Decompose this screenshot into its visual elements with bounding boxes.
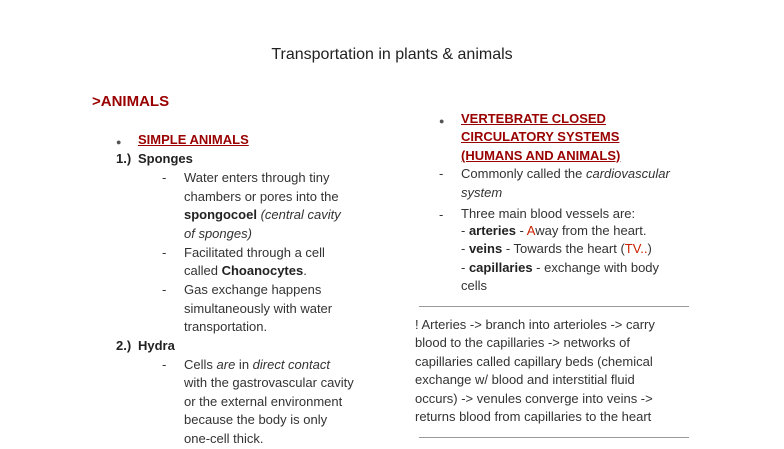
- dash-marker: -: [162, 245, 167, 260]
- note-line: blood to the capillaries -> networks of: [415, 335, 630, 350]
- text-line: transportation.: [184, 319, 268, 334]
- dash-marker: -: [162, 357, 167, 372]
- text-line-veins: [461, 240, 652, 259]
- bullet-icon: ●: [439, 116, 445, 126]
- term-capillaries: capillaries: [468, 260, 533, 275]
- term-veins: veins: [468, 241, 503, 256]
- note-line: ! Arteries -> branch into arterioles -> carry: [415, 317, 655, 332]
- text-line: Water enters through tiny: [184, 170, 330, 185]
- dash-marker: -: [162, 282, 167, 297]
- text-span: ): [647, 241, 652, 256]
- text-line-arteries: [461, 222, 647, 241]
- text-line: [184, 356, 330, 375]
- text-line: chambers or pores into the: [184, 189, 339, 204]
- text-span: in: [235, 357, 253, 372]
- dash-marker: -: [439, 207, 444, 222]
- text-italic: cardiovascular: [586, 166, 670, 181]
- heading-vertebrate-line-2: CIRCULATORY SYSTEMS: [461, 129, 620, 144]
- text-italic: direct contact: [252, 357, 330, 372]
- text-line: because the body is only: [184, 412, 328, 427]
- text-italic: of sponges): [184, 226, 252, 241]
- note-line: exchange w/ blood and interstitial fluid: [415, 372, 635, 387]
- list-number-hydra: 2.): [116, 338, 132, 353]
- text-span: - exchange with body: [532, 260, 660, 275]
- subheading-hydra: Hydra: [138, 338, 175, 353]
- text-line: with the gastrovascular cavity: [184, 375, 354, 390]
- text-span: -: [461, 223, 469, 238]
- text-line: simultaneously with water: [184, 301, 333, 316]
- text-span: called: [184, 263, 222, 278]
- text-line: Gas exchange happens: [184, 282, 322, 297]
- text-line: [184, 262, 307, 281]
- note-line: returns blood from capillaries to the heart: [415, 409, 652, 424]
- term-arteries: arteries: [468, 223, 516, 238]
- text-line: [184, 206, 341, 225]
- note-line: capillaries called capillary beds (chemical: [415, 354, 653, 369]
- text-span: .: [303, 263, 307, 278]
- text-span: -: [515, 223, 527, 238]
- heading-vertebrate-line-3: (HUMANS AND ANIMALS): [461, 148, 621, 163]
- text-line-capillaries: [461, 259, 659, 278]
- text-line: or the external environment: [184, 394, 343, 409]
- list-number-sponges: 1.): [116, 151, 132, 166]
- bullet-icon: ●: [116, 137, 122, 147]
- divider-top: [419, 306, 689, 307]
- heading-simple-animals: SIMPLE ANIMALS: [138, 132, 249, 147]
- text-line: Three main blood vessels are:: [461, 206, 636, 221]
- text-span: Cells: [184, 357, 217, 372]
- highlight-mnemonic: TV..: [624, 241, 648, 256]
- text-span: -: [461, 241, 469, 256]
- text-line: [461, 184, 502, 203]
- section-heading-animals: >ANIMALS: [92, 93, 170, 110]
- dash-marker: -: [439, 166, 444, 181]
- text-line: [461, 165, 670, 184]
- term-spongocoel: spongocoel: [184, 207, 257, 222]
- text-span: Commonly called the: [461, 166, 586, 181]
- text-span: -: [461, 260, 469, 275]
- text-italic: (central cavity: [256, 207, 341, 222]
- divider-bottom: [419, 437, 689, 438]
- dash-marker: -: [162, 170, 167, 185]
- note-line: occurs) -> venules converge into veins ->: [415, 391, 653, 406]
- highlight-letter: A: [526, 223, 536, 238]
- heading-vertebrate-line-1: VERTEBRATE CLOSED: [461, 111, 606, 126]
- text-span: - Towards the heart (: [502, 241, 625, 256]
- text-italic: system: [461, 185, 503, 200]
- text-span: way from the heart.: [535, 223, 647, 238]
- term-choanocytes: Choanocytes: [221, 263, 304, 278]
- text-line: Facilitated through a cell: [184, 245, 325, 260]
- text-line: cells: [461, 278, 488, 293]
- text-line: [184, 225, 252, 244]
- text-line: one-cell thick.: [184, 431, 264, 446]
- document-title: Transportation in plants & animals: [271, 46, 513, 63]
- subheading-sponges: Sponges: [138, 151, 193, 166]
- text-italic: are: [216, 357, 236, 372]
